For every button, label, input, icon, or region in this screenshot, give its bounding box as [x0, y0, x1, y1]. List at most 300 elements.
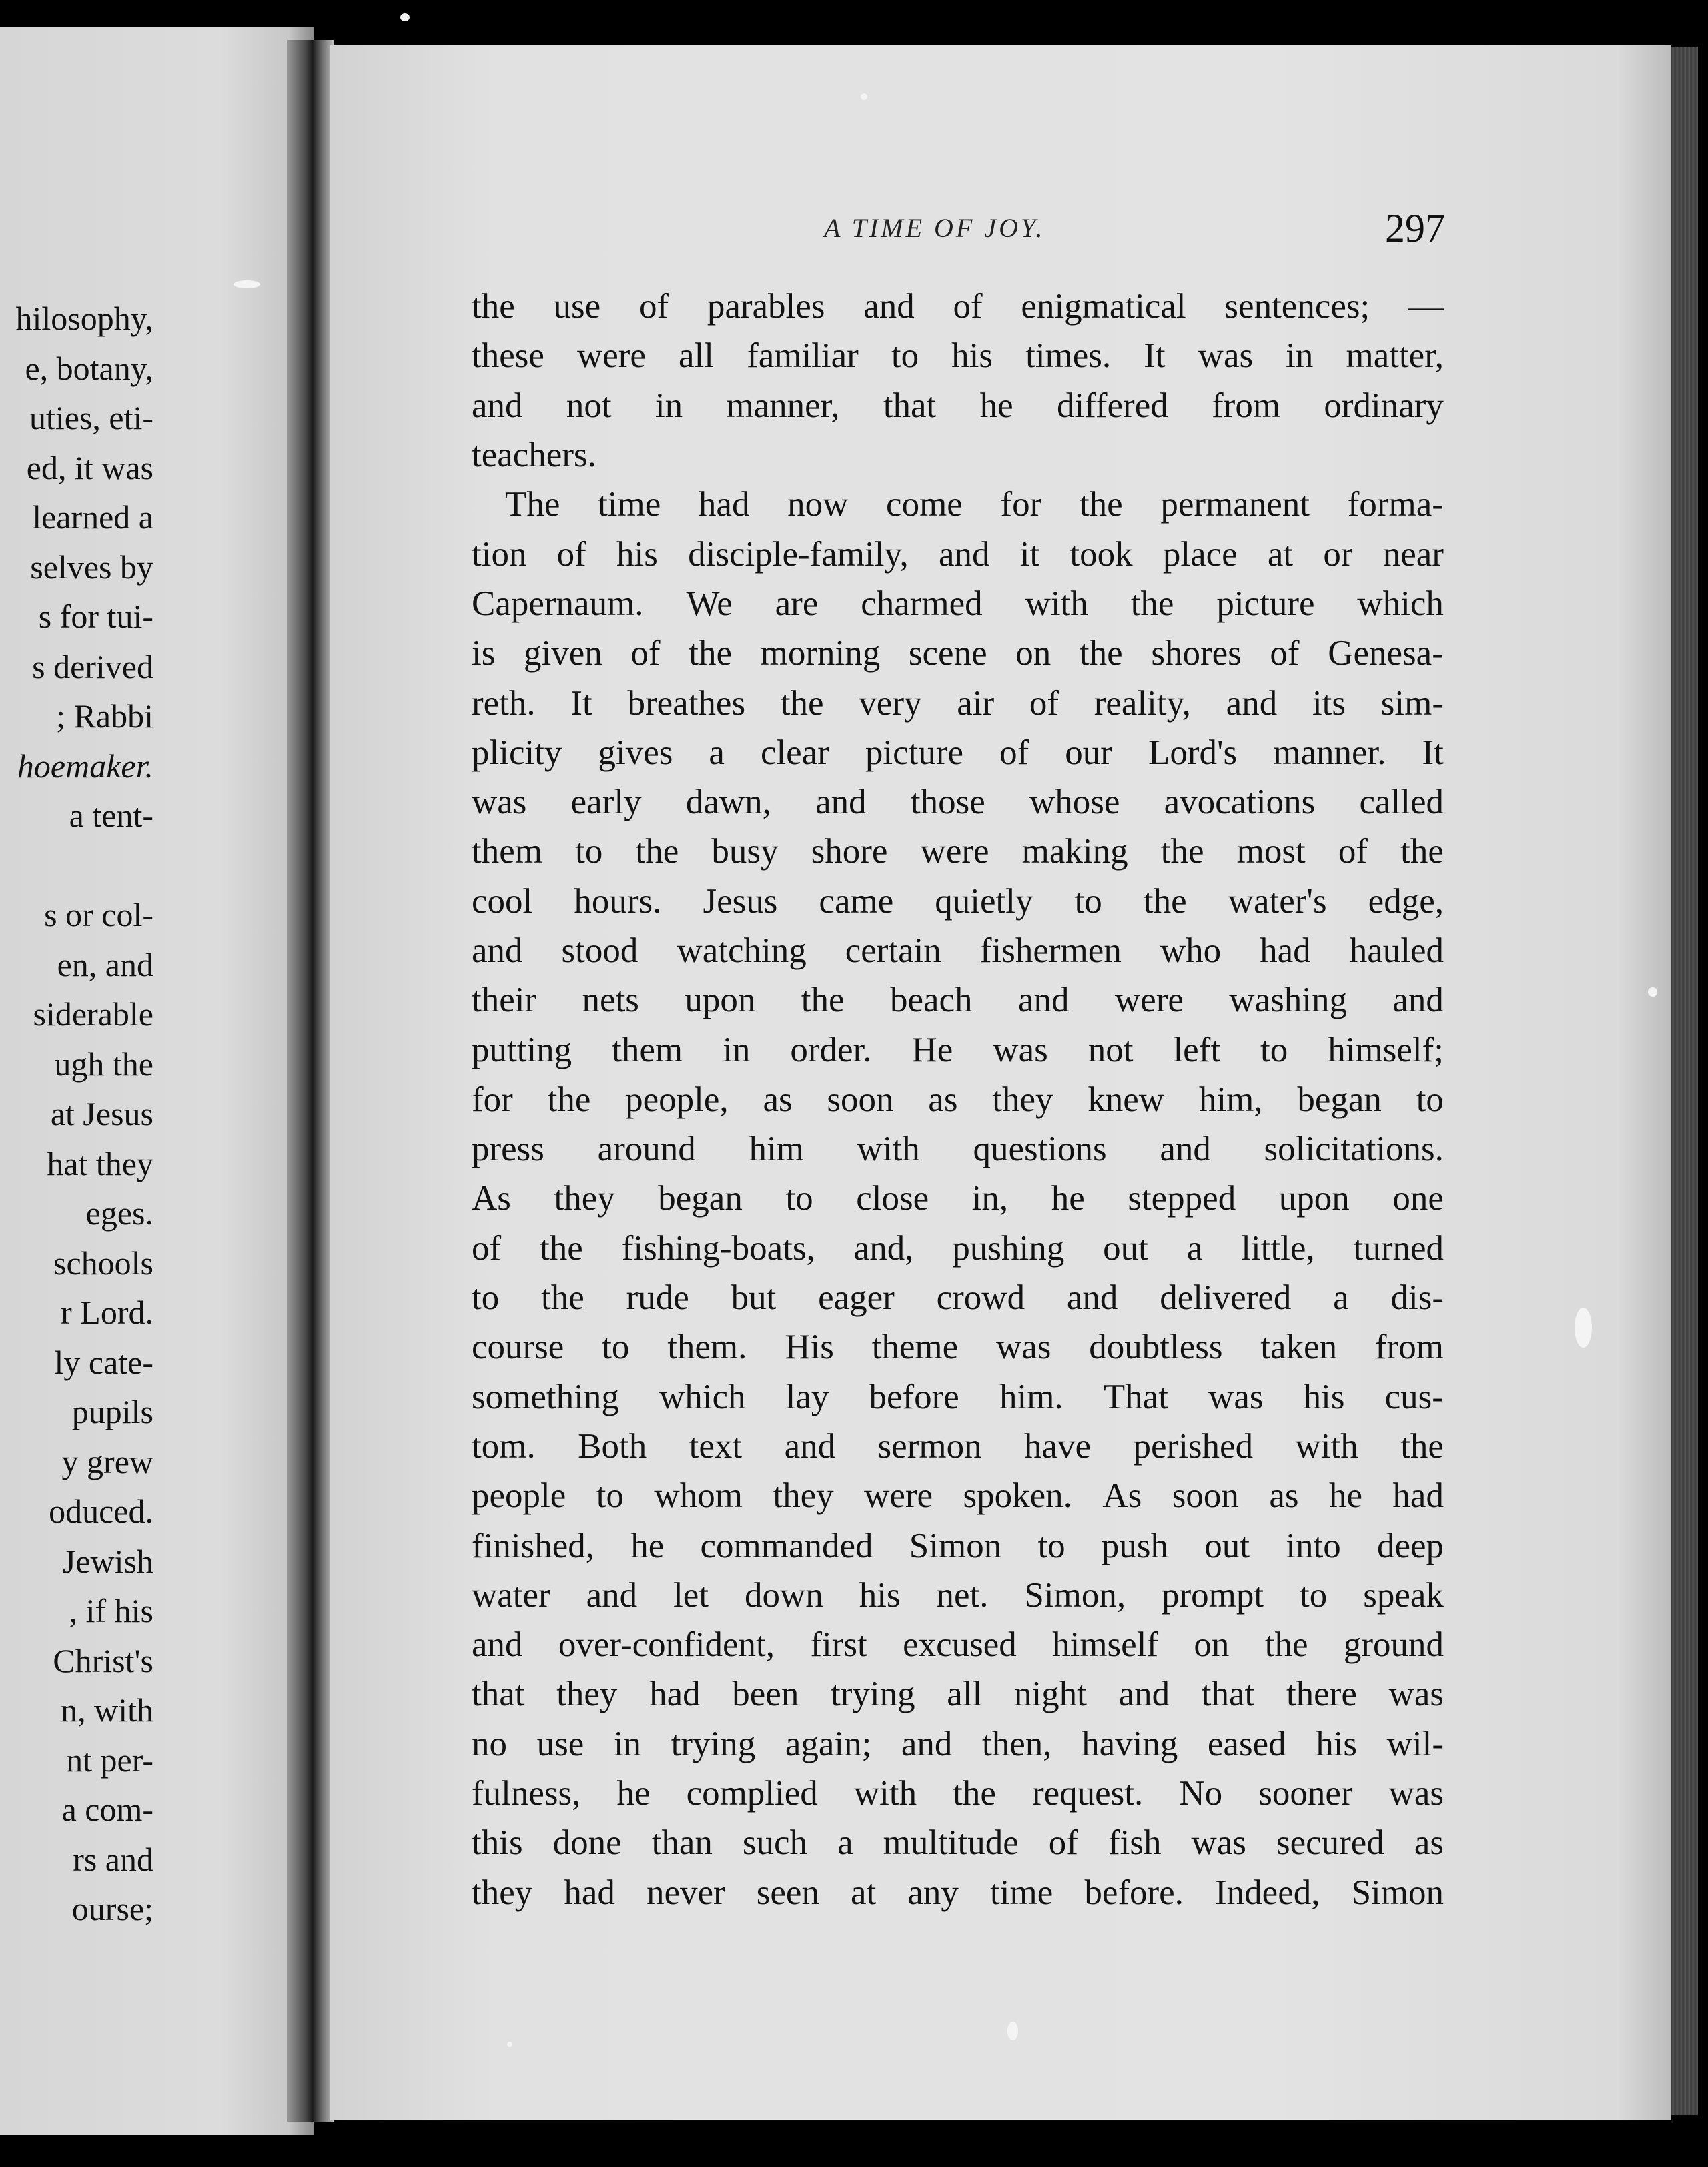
word: in: [723, 1030, 751, 1069]
word: to: [1300, 1575, 1328, 1615]
text-line: [472, 1521, 1444, 1570]
word: the: [1400, 832, 1444, 871]
text-line: [472, 1571, 1444, 1620]
word: differed: [1056, 386, 1168, 425]
scan-speck: [1575, 1308, 1592, 1348]
word: himself: [1052, 1625, 1159, 1665]
previous-page-line: selves by: [30, 548, 153, 586]
text-line: teachers.: [472, 436, 596, 475]
word: washing: [1229, 981, 1347, 1020]
previous-page-line: schools: [53, 1244, 153, 1282]
text-line: [472, 529, 1444, 578]
word: breathes: [627, 683, 746, 723]
word: in: [655, 386, 683, 425]
word: its: [1312, 683, 1346, 723]
word: out: [1204, 1526, 1250, 1565]
word: them: [612, 1030, 683, 1069]
word: watching: [677, 931, 807, 970]
word: the: [635, 832, 679, 871]
word: tom.: [472, 1426, 536, 1466]
previous-page-line: ed, it was: [26, 448, 153, 486]
word: was: [1388, 1774, 1444, 1813]
word: all: [947, 1675, 983, 1714]
text-line: [472, 1769, 1444, 1818]
body-text: [472, 282, 1444, 1917]
text-line: [472, 678, 1444, 727]
word: for: [1000, 485, 1042, 524]
word: order.: [790, 1030, 872, 1069]
word: Indeed,: [1215, 1873, 1320, 1912]
word: ground: [1343, 1625, 1444, 1665]
word: the: [472, 287, 515, 326]
word: from: [1212, 386, 1281, 425]
previous-page-line: oduced.: [49, 1492, 153, 1530]
word: Lord's: [1148, 733, 1238, 772]
word: matter,: [1346, 336, 1444, 376]
word: was: [996, 1328, 1051, 1367]
word: seen: [756, 1873, 819, 1912]
word: were: [864, 1476, 933, 1516]
previous-page-line: Christ's: [53, 1641, 153, 1679]
word: commanded: [700, 1526, 873, 1565]
previous-page-line: ; Rabbi: [56, 697, 153, 735]
word: Both: [578, 1426, 647, 1466]
previous-page-line: ugh the: [54, 1045, 153, 1083]
word: to: [891, 336, 919, 376]
previous-page-line: hat they: [47, 1144, 153, 1182]
word: sermon: [877, 1426, 982, 1466]
word: hauled: [1349, 931, 1444, 970]
text-line: [472, 579, 1444, 628]
word: avocations: [1164, 783, 1316, 822]
previous-page-line: siderable: [33, 995, 153, 1033]
word: they: [556, 1675, 618, 1714]
word: from: [1374, 1328, 1444, 1367]
word: of: [638, 287, 669, 326]
word: a: [709, 733, 725, 772]
word: close: [856, 1179, 929, 1218]
word: text: [689, 1426, 743, 1466]
word: shores: [1151, 634, 1242, 673]
word: the: [547, 1079, 591, 1119]
word: himself;: [1328, 1030, 1444, 1069]
word: but: [731, 1278, 777, 1318]
previous-page-line: at Jesus: [50, 1095, 153, 1132]
word: he: [1328, 1476, 1362, 1516]
word: secured: [1276, 1823, 1384, 1863]
word: had: [649, 1675, 701, 1714]
word: the: [953, 1774, 996, 1813]
word: or: [1323, 534, 1353, 574]
word: people: [472, 1476, 566, 1516]
word: into: [1286, 1526, 1341, 1565]
previous-page-line: ourse;: [71, 1890, 153, 1927]
word: of: [556, 534, 586, 574]
word: such: [742, 1823, 808, 1863]
previous-page-line: [0, 841, 153, 891]
scan-speck: [1007, 2022, 1018, 2040]
previous-page-line: learned a: [32, 498, 153, 536]
text-line: [472, 827, 1444, 876]
word: trying: [831, 1675, 915, 1714]
word: and: [1226, 683, 1278, 723]
word: whom: [654, 1476, 743, 1516]
text-line: [472, 282, 1444, 331]
word: to: [602, 1328, 630, 1367]
word: clear: [760, 733, 829, 772]
text-line: [472, 1322, 1444, 1372]
word: them.: [667, 1328, 747, 1367]
running-head: A TIME OF JOY.: [824, 213, 1045, 243]
word: called: [1359, 783, 1444, 822]
word: speak: [1363, 1575, 1444, 1615]
text-line: [472, 1818, 1444, 1867]
word: and: [472, 386, 523, 425]
word: He: [911, 1030, 953, 1069]
word: fish: [1108, 1823, 1162, 1863]
word: his: [1316, 1724, 1358, 1763]
word: before.: [1084, 1873, 1184, 1912]
word: and: [815, 783, 867, 822]
word: to: [472, 1278, 500, 1318]
word: whose: [1029, 783, 1120, 822]
word: was: [993, 1030, 1048, 1069]
text-line: [472, 1124, 1444, 1174]
word: were: [576, 336, 646, 376]
word: and: [1066, 1278, 1118, 1318]
word: press: [472, 1130, 544, 1169]
previous-page-line: n, with: [61, 1691, 153, 1729]
word: His: [785, 1328, 834, 1367]
text-line: [472, 480, 1444, 529]
word: out: [1103, 1228, 1148, 1268]
word: morning: [760, 634, 881, 673]
text-line: [472, 381, 1444, 430]
word: dawn,: [685, 783, 771, 822]
word: crowd: [936, 1278, 1025, 1318]
word: of: [1338, 832, 1368, 871]
word: permanent: [1160, 485, 1310, 524]
text-line: [472, 1868, 1444, 1917]
text-line: [472, 1372, 1444, 1422]
text-line: [472, 877, 1444, 926]
word: him,: [1198, 1079, 1263, 1119]
previous-page-line: uties, eti-: [29, 399, 153, 436]
word: our: [1065, 733, 1112, 772]
word: rude: [626, 1278, 689, 1318]
word: and: [586, 1575, 638, 1615]
word: first: [810, 1625, 867, 1665]
word: they: [773, 1476, 834, 1516]
word: making: [1021, 832, 1128, 871]
previous-page: [0, 27, 314, 2135]
word: with: [857, 1130, 920, 1169]
text-line: [472, 1025, 1444, 1074]
word: he: [979, 386, 1013, 425]
word: that: [1201, 1675, 1255, 1714]
word: was: [1198, 336, 1254, 376]
word: they: [472, 1873, 533, 1912]
word: is: [472, 634, 496, 673]
word: near: [1382, 534, 1444, 574]
word: As: [1102, 1476, 1142, 1516]
word: the: [1143, 881, 1187, 921]
word: busy: [711, 832, 779, 871]
word: complied: [686, 1774, 818, 1813]
text-line: [472, 1224, 1444, 1273]
previous-page-line: ly cate-: [54, 1343, 153, 1381]
word: Genesa-: [1328, 634, 1444, 673]
text-line: [472, 1719, 1444, 1769]
word: had: [1392, 1476, 1444, 1516]
word: The: [505, 485, 560, 524]
word: were: [1114, 981, 1184, 1020]
word: fulness,: [472, 1774, 581, 1813]
word: water's: [1228, 881, 1327, 921]
word: of: [472, 1228, 502, 1268]
word: to: [1074, 881, 1102, 921]
word: the: [1264, 1625, 1308, 1665]
word: edge,: [1368, 881, 1444, 921]
word: and: [784, 1426, 836, 1466]
word: the: [1079, 485, 1123, 524]
text-line: [472, 628, 1444, 678]
word: As: [472, 1179, 511, 1218]
word: never: [646, 1873, 725, 1912]
previous-page-line: pupils: [71, 1393, 153, 1430]
word: and: [1118, 1675, 1170, 1714]
word: enigmatical: [1021, 287, 1186, 326]
text-line: [472, 1273, 1444, 1322]
previous-page-line: hoemaker.: [17, 747, 153, 785]
word: soon: [827, 1079, 894, 1119]
word: and: [863, 287, 915, 326]
word: spoken.: [963, 1476, 1072, 1516]
word: Jesus: [703, 881, 778, 921]
previous-page-line: , if his: [69, 1592, 153, 1629]
word: their: [472, 981, 537, 1020]
word: that: [883, 386, 937, 425]
word: they: [554, 1179, 615, 1218]
word: in: [613, 1724, 642, 1763]
scan-speck: [234, 280, 260, 288]
word: on: [1194, 1625, 1230, 1665]
word: push: [1101, 1526, 1169, 1565]
word: them: [472, 832, 542, 871]
word: the: [780, 683, 824, 723]
word: trying: [671, 1724, 756, 1763]
word: given: [524, 634, 602, 673]
word: soon: [1172, 1476, 1239, 1516]
word: the: [801, 981, 845, 1020]
word: fishing-boats,: [621, 1228, 815, 1268]
text-line: [472, 728, 1444, 777]
word: pushing: [952, 1228, 1065, 1268]
word: cus-: [1384, 1377, 1444, 1416]
word: charmed: [861, 584, 983, 623]
book-gutter: [287, 40, 334, 2122]
word: which: [1357, 584, 1444, 623]
text-line: [472, 926, 1444, 975]
word: Simon: [1351, 1873, 1444, 1912]
previous-page-line: rs and: [73, 1840, 153, 1878]
word: to: [1037, 1526, 1065, 1565]
word: came: [819, 881, 894, 921]
page-edges: [1671, 47, 1698, 2115]
word: ordinary: [1324, 386, 1444, 425]
word: request.: [1031, 1774, 1144, 1813]
word: eased: [1207, 1724, 1286, 1763]
word: than: [651, 1823, 713, 1863]
word: and: [472, 1625, 523, 1665]
word: most: [1236, 832, 1306, 871]
word: and: [939, 534, 990, 574]
word: place: [1162, 534, 1238, 574]
previous-page-line: Jewish: [62, 1542, 153, 1580]
text-line: [472, 1669, 1444, 1719]
previous-page-line: e, botany,: [25, 349, 153, 387]
scan-speck: [1648, 987, 1657, 997]
word: was: [1388, 1675, 1444, 1714]
word: of: [999, 733, 1029, 772]
word: delivered: [1160, 1278, 1292, 1318]
scan-speck: [400, 13, 410, 21]
word: manner.: [1273, 733, 1386, 772]
word: left: [1173, 1030, 1221, 1069]
word: the: [689, 634, 732, 673]
word: on: [1015, 634, 1051, 673]
word: of: [953, 287, 983, 326]
word: very: [859, 683, 922, 723]
word: in: [1286, 336, 1314, 376]
word: to: [1260, 1030, 1288, 1069]
word: at: [1267, 534, 1294, 574]
word: time: [990, 1873, 1053, 1912]
word: manner,: [726, 386, 840, 425]
word: to: [1416, 1079, 1444, 1119]
word: dis-: [1390, 1278, 1444, 1318]
text-line: [472, 1471, 1444, 1521]
previous-page-line: a com-: [61, 1791, 153, 1828]
text-line: [472, 1422, 1444, 1471]
scan-speck: [507, 2042, 512, 2047]
word: Capernaum.: [472, 584, 644, 623]
word: perished: [1133, 1426, 1254, 1466]
word: excused: [903, 1625, 1017, 1665]
word: these: [472, 336, 544, 376]
word: were: [920, 832, 989, 871]
previous-page-line: a tent-: [69, 797, 153, 834]
word: net.: [936, 1575, 989, 1615]
word: something: [472, 1377, 619, 1416]
word: was: [472, 783, 527, 822]
word: Simon,: [1024, 1575, 1126, 1615]
word: the: [1160, 832, 1204, 871]
word: his: [1303, 1377, 1345, 1416]
previous-page-line: s derived: [32, 647, 153, 685]
text-line: [472, 1174, 1444, 1223]
word: the: [1400, 1426, 1444, 1466]
word: over-confident,: [558, 1625, 775, 1665]
word: having: [1082, 1724, 1178, 1763]
word: the: [1079, 634, 1123, 673]
word: lay: [785, 1377, 829, 1416]
word: putting: [472, 1030, 572, 1069]
word: him: [749, 1130, 804, 1169]
word: for: [472, 1079, 513, 1119]
word: come: [886, 485, 963, 524]
word: picture: [865, 733, 964, 772]
previous-page-text: [0, 294, 153, 1934]
word: him.: [999, 1377, 1063, 1416]
word: sim-: [1380, 683, 1444, 723]
word: sooner: [1258, 1774, 1353, 1813]
word: parables: [707, 287, 825, 326]
word: began: [658, 1179, 743, 1218]
scan-speck: [861, 93, 867, 100]
word: had: [1260, 931, 1311, 970]
word: have: [1024, 1426, 1092, 1466]
word: nets: [582, 981, 639, 1020]
word: was: [1191, 1823, 1246, 1863]
word: and: [1017, 981, 1070, 1020]
word: multitude: [883, 1823, 1019, 1863]
word: times.: [1025, 336, 1112, 376]
word: night: [1013, 1675, 1087, 1714]
word: theme: [871, 1328, 959, 1367]
word: around: [597, 1130, 696, 1169]
word: early: [570, 783, 642, 822]
previous-page-line: eges.: [85, 1194, 153, 1232]
word: and: [1160, 1130, 1211, 1169]
word: questions: [973, 1130, 1107, 1169]
word: water: [472, 1575, 550, 1615]
word: had: [698, 485, 750, 524]
previous-page-line: y grew: [61, 1442, 153, 1480]
word: reality,: [1094, 683, 1191, 723]
word: finished,: [472, 1526, 594, 1565]
word: who: [1160, 931, 1222, 970]
word: those: [910, 783, 985, 822]
word: forma-: [1347, 485, 1444, 524]
word: use: [536, 1724, 584, 1763]
word: —: [1408, 287, 1444, 326]
previous-page-line: r Lord.: [61, 1294, 153, 1331]
word: doubtless: [1089, 1328, 1223, 1367]
previous-page-line: hilosophy,: [15, 300, 153, 337]
word: use: [553, 287, 601, 326]
previous-page-line: s for tui-: [38, 598, 153, 635]
word: stood: [561, 931, 638, 970]
word: again;: [785, 1724, 872, 1763]
word: It: [1422, 733, 1444, 772]
word: they: [992, 1079, 1053, 1119]
word: to: [785, 1179, 813, 1218]
word: a: [1333, 1278, 1349, 1318]
previous-page-line: en, and: [57, 945, 153, 983]
text-line: [472, 777, 1444, 827]
word: then,: [982, 1724, 1052, 1763]
word: It: [1144, 336, 1166, 376]
word: upon: [1278, 1179, 1350, 1218]
text-line: [472, 331, 1444, 380]
word: a: [837, 1823, 853, 1863]
word: now: [787, 485, 849, 524]
word: plicity: [472, 733, 562, 772]
word: not: [1088, 1030, 1134, 1069]
word: with: [1295, 1426, 1358, 1466]
word: any: [907, 1873, 959, 1912]
